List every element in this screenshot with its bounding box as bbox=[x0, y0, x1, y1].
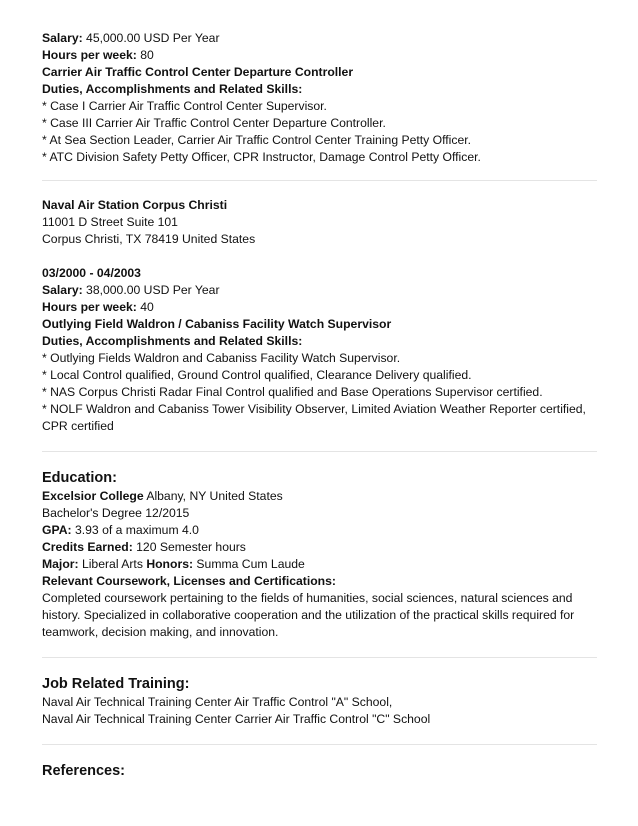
salary-line bbox=[42, 30, 602, 47]
employer-name: Naval Air Station Corpus Christi bbox=[42, 198, 228, 212]
training-item: Naval Air Technical Training Center Carrier Air Traffic Control "C" School bbox=[42, 712, 431, 726]
duty-item-continuation: CPR certified bbox=[42, 419, 114, 433]
job-title: Outlying Field Waldron / Cabaniss Facility Watch Supervisor bbox=[42, 317, 392, 331]
training-heading: Job Related Training: bbox=[42, 676, 190, 692]
resume-page bbox=[42, 30, 602, 781]
gpa-line bbox=[42, 522, 602, 539]
school-line bbox=[42, 488, 602, 505]
salary-line bbox=[42, 282, 602, 299]
employer-address-line1: 11001 D Street Suite 101 bbox=[42, 215, 178, 229]
duty-item: * Case III Carrier Air Traffic Control Center Departure Controller. bbox=[42, 116, 386, 130]
gpa-value: 3.93 of a maximum 4.0 bbox=[71, 523, 199, 537]
duties-heading: Duties, Accomplishments and Related Skills: bbox=[42, 82, 303, 96]
hours-line bbox=[42, 299, 602, 316]
honors-label: Honors: bbox=[146, 557, 194, 571]
job-title: Carrier Air Traffic Control Center Departure Controller bbox=[42, 65, 354, 79]
honors-value: Summa Cum Laude bbox=[193, 557, 305, 571]
employer-address-line2: Corpus Christi, TX 78419 United States bbox=[42, 232, 256, 246]
salary-value: 38,000.00 USD Per Year bbox=[82, 283, 220, 297]
references-section bbox=[42, 761, 602, 781]
duties-heading: Duties, Accomplishments and Related Skills: bbox=[42, 334, 303, 348]
credits-line bbox=[42, 539, 602, 556]
hours-label: Hours per week: bbox=[42, 300, 137, 314]
gpa-label: GPA: bbox=[42, 523, 72, 537]
school-name: Excelsior College bbox=[42, 489, 144, 503]
duty-item: * At Sea Section Leader, Carrier Air Traffic Control Center Training Petty Officer. bbox=[42, 133, 472, 147]
coursework-text-line: teamwork, decision making, and innovation. bbox=[42, 625, 279, 639]
degree-line: Bachelor's Degree 12/2015 bbox=[42, 506, 190, 520]
hours-line bbox=[42, 47, 602, 64]
duty-item: * Case I Carrier Air Traffic Control Center Supervisor. bbox=[42, 99, 327, 113]
major-label: Major: bbox=[42, 557, 79, 571]
salary-label: Salary: bbox=[42, 31, 83, 45]
hours-label: Hours per week: bbox=[42, 48, 137, 62]
coursework-text-line: history. Specialized in collaborative cooperation and the utilization of the practical skills required for bbox=[42, 608, 575, 622]
duty-item: * Outlying Fields Waldron and Cabaniss Facility Watch Supervisor. bbox=[42, 351, 401, 365]
duty-item: * Local Control qualified, Ground Control qualified, Clearance Delivery qualified. bbox=[42, 368, 472, 382]
coursework-heading: Relevant Coursework, Licenses and Certifications: bbox=[42, 574, 336, 588]
training-item: Naval Air Technical Training Center Air Traffic Control "A" School, bbox=[42, 695, 393, 709]
hours-value: 80 bbox=[136, 48, 154, 62]
major-line bbox=[42, 556, 602, 573]
salary-label: Salary: bbox=[42, 283, 83, 297]
job-previous-section bbox=[42, 30, 602, 166]
school-location: Albany, NY United States bbox=[143, 489, 283, 503]
credits-label: Credits Earned: bbox=[42, 540, 133, 554]
coursework-text-line: Completed coursework pertaining to the fields of humanities, social sciences, natural sciences and bbox=[42, 591, 573, 605]
duty-item: * ATC Division Safety Petty Officer, CPR Instructor, Damage Control Petty Officer. bbox=[42, 150, 481, 164]
training-section bbox=[42, 674, 602, 728]
duty-item: * NOLF Waldron and Cabaniss Tower Visibility Observer, Limited Aviation Weather Reporter certified, bbox=[42, 402, 586, 416]
salary-value: 45,000.00 USD Per Year bbox=[82, 31, 220, 45]
education-heading: Education: bbox=[42, 470, 117, 486]
duty-item: * NAS Corpus Christi Radar Final Control qualified and Base Operations Supervisor certified. bbox=[42, 385, 543, 399]
job-nas-section bbox=[42, 197, 602, 435]
major-value: Liberal Arts bbox=[78, 557, 147, 571]
employment-dates: 03/2000 - 04/2003 bbox=[42, 266, 141, 280]
hours-value: 40 bbox=[136, 300, 154, 314]
references-heading: References: bbox=[42, 763, 126, 779]
credits-value: 120 Semester hours bbox=[132, 540, 246, 554]
education-section bbox=[42, 468, 602, 641]
